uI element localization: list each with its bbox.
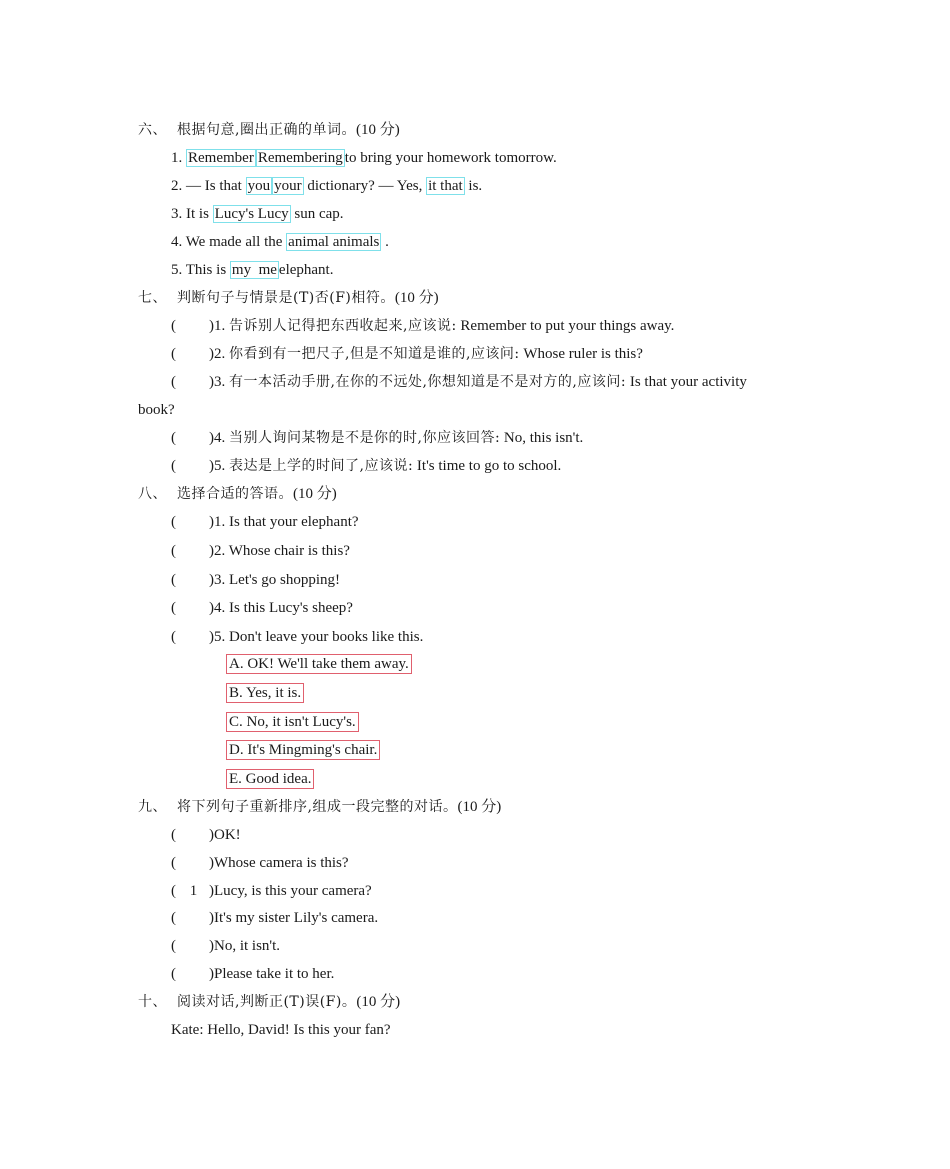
answer-blank[interactable]: ( <box>171 572 176 588</box>
section-6-item-3: 3. It is Lucy's Lucy sun cap. <box>171 206 344 222</box>
section-6-item-4: 4. We made all the animal animals . <box>171 234 389 250</box>
order-blank[interactable]: ( <box>171 966 176 982</box>
section-8-item-3: ( )3. Let's go shopping! <box>171 572 341 588</box>
answer-blank[interactable]: ( <box>171 543 176 559</box>
order-blank[interactable]: ( 1 <box>171 883 198 899</box>
answer-blank[interactable]: ( <box>171 629 176 645</box>
word-option[interactable]: Remember <box>188 150 254 166</box>
answer-blank[interactable]: ( <box>171 430 176 446</box>
section-6-heading: 六、 根据句意,圈出正确的单词。(10 分) <box>138 122 400 138</box>
answer-blank[interactable]: ( <box>171 458 176 474</box>
section-6-item-2: 2. — Is that you your dictionary? — Yes, it that is. <box>171 178 483 194</box>
section-9-item-3: ( 1 )Lucy, is this your camera? <box>171 883 372 899</box>
order-blank[interactable]: ( <box>171 827 176 843</box>
section-7-item-5: ( )5. 表达是上学的时间了,应该说: It's time to go to school. <box>171 458 562 474</box>
answer-option-d: D. It's Mingming's chair. <box>226 740 380 760</box>
word-option[interactable]: Remembering <box>257 150 343 166</box>
section-9-item-1: ( )OK! <box>171 827 241 843</box>
section-8-heading: 八、 选择合适的答语。(10 分) <box>138 486 337 502</box>
section-9-item-5: ( )No, it isn't. <box>171 938 281 954</box>
section-7-item-2: ( )2. 你看到有一把尺子,但是不知道是谁的,应该问: Whose ruler is this? <box>171 346 643 362</box>
answer-blank[interactable]: ( <box>171 514 176 530</box>
section-8-item-5: ( )5. Don't leave your books like this. <box>171 629 424 645</box>
answer-blank[interactable]: ( <box>171 600 176 616</box>
word-option[interactable]: it that <box>428 178 463 194</box>
section-7-heading: 七、 判断句子与情景是(T)否(F)相符。(10 分) <box>138 290 439 306</box>
dialogue-line: Kate: Hello, David! Is this your fan? <box>171 1022 391 1038</box>
section-8-item-2: ( )2. Whose chair is this? <box>171 543 350 559</box>
section-10-heading: 十、 阅读对话,判断正(T)误(F)。(10 分) <box>138 994 401 1010</box>
section-9-heading: 九、 将下列句子重新排序,组成一段完整的对话。(10 分) <box>138 799 502 815</box>
section-6-item-5: 5. This is my me elephant. <box>171 262 334 278</box>
answer-option-a: A. OK! We'll take them away. <box>226 654 412 674</box>
order-blank[interactable]: ( <box>171 938 176 954</box>
section-7-item-4: ( )4. 当别人询问某物是不是你的时,你应该回答: No, this isn't. <box>171 430 584 446</box>
section-7-item-3: ( )3. 有一本活动手册,在你的不远处,你想知道是不是对方的,应该问: Is that your activity <box>171 374 747 390</box>
section-8-item-4: ( )4. Is this Lucy's sheep? <box>171 600 353 616</box>
section-7-item-3-continuation: book? <box>138 402 175 418</box>
section-9-item-4: ( )It's my sister Lily's camera. <box>171 910 379 926</box>
section-7-item-1: ( )1. 告诉别人记得把东西收起来,应该说: Remember to put your things away. <box>171 318 675 334</box>
word-option[interactable]: your <box>274 178 302 194</box>
word-option[interactable]: you <box>247 178 271 194</box>
word-option[interactable]: Lucy's Lucy <box>214 206 289 222</box>
section-9-item-2: ( )Whose camera is this? <box>171 855 349 871</box>
word-option[interactable]: my me <box>231 262 277 278</box>
answer-option-c: C. No, it isn't Lucy's. <box>226 712 359 732</box>
answer-blank[interactable]: ( <box>171 346 176 362</box>
order-blank[interactable]: ( <box>171 855 176 871</box>
answer-option-b: B. Yes, it is. <box>226 683 304 703</box>
answer-option-e: E. Good idea. <box>226 769 314 789</box>
answer-blank[interactable]: ( <box>171 318 176 334</box>
word-option[interactable]: animal animals <box>288 234 380 250</box>
section-9-item-6: ( )Please take it to her. <box>171 966 335 982</box>
answer-blank[interactable]: ( <box>171 374 176 390</box>
order-blank[interactable]: ( <box>171 910 176 926</box>
section-8-item-1: ( )1. Is that your elephant? <box>171 514 359 530</box>
section-6-item-1: 1. Remember Remembering to bring your homework tomorrow. <box>171 150 557 166</box>
